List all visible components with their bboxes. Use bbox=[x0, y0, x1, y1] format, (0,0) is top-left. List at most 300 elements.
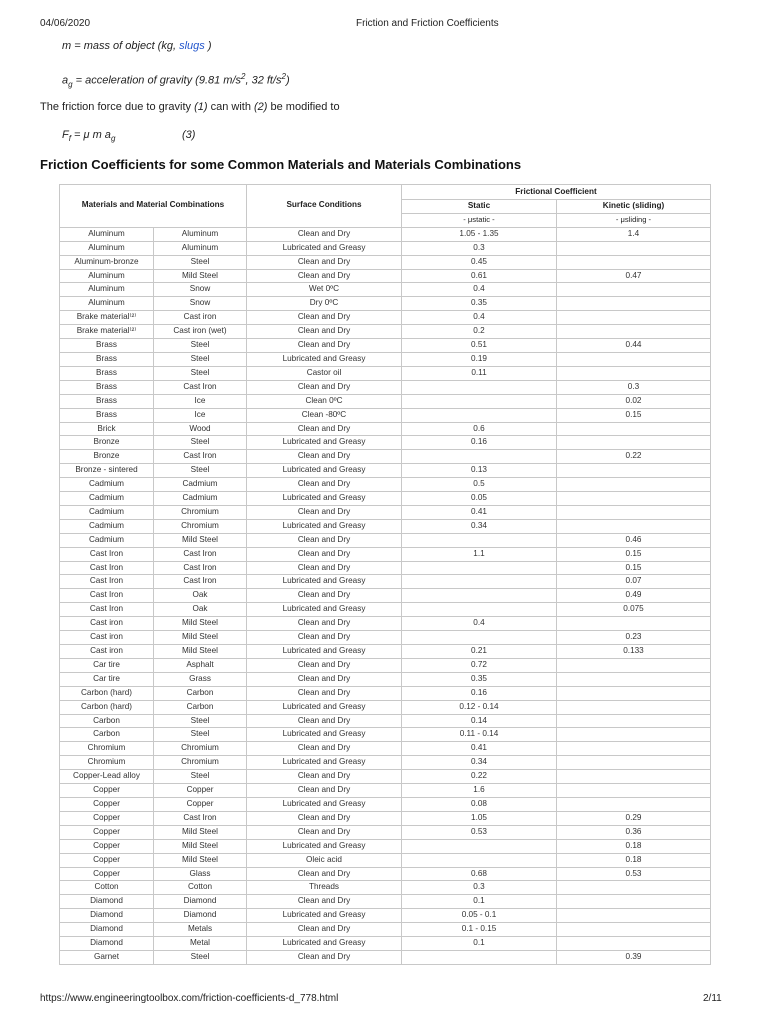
cell-kinetic bbox=[557, 700, 711, 714]
cell-material-2: Chromium bbox=[154, 519, 247, 533]
cell-material-2: Metal bbox=[154, 937, 247, 951]
cell-surface: Clean and Dry bbox=[247, 950, 402, 964]
cell-static: 0.2 bbox=[402, 325, 557, 339]
cell-kinetic bbox=[557, 714, 711, 728]
cell-kinetic bbox=[557, 728, 711, 742]
cell-static bbox=[402, 450, 557, 464]
cell-static: 0.4 bbox=[402, 617, 557, 631]
cell-kinetic: 0.39 bbox=[557, 950, 711, 964]
cell-material-2: Diamond bbox=[154, 895, 247, 909]
cell-kinetic bbox=[557, 478, 711, 492]
table-row bbox=[60, 867, 711, 881]
cell-kinetic bbox=[557, 658, 711, 672]
cell-material-2: Oak bbox=[154, 603, 247, 617]
cell-kinetic: 0.3 bbox=[557, 380, 711, 394]
cell-surface: Threads bbox=[247, 881, 402, 895]
table-row bbox=[60, 589, 711, 603]
table-row bbox=[60, 950, 711, 964]
cell-surface: Clean and Dry bbox=[247, 450, 402, 464]
cell-surface: Clean and Dry bbox=[247, 714, 402, 728]
cell-material-2: Chromium bbox=[154, 742, 247, 756]
cell-kinetic: 0.15 bbox=[557, 561, 711, 575]
col-static-symbol: - μstatic - bbox=[402, 213, 557, 227]
cell-material-2: Cast Iron bbox=[154, 547, 247, 561]
cell-surface: Clean and Dry bbox=[247, 895, 402, 909]
cell-material-1: Brick bbox=[60, 422, 154, 436]
cell-static: 1.05 bbox=[402, 811, 557, 825]
cell-material-2: Cast Iron bbox=[154, 450, 247, 464]
section-title: Friction Coefficients for some Common Materials and Materials Combinations bbox=[40, 157, 522, 172]
cell-material-1: Cast Iron bbox=[60, 603, 154, 617]
cell-material-2: Cast Iron bbox=[154, 380, 247, 394]
cell-kinetic bbox=[557, 756, 711, 770]
cell-material-2: Steel bbox=[154, 950, 247, 964]
table-row bbox=[60, 603, 711, 617]
cell-material-1: Copper bbox=[60, 784, 154, 798]
cell-material-1: Cast Iron bbox=[60, 561, 154, 575]
cell-material-1: Aluminum bbox=[60, 283, 154, 297]
cell-static bbox=[402, 533, 557, 547]
cell-material-2: Carbon bbox=[154, 686, 247, 700]
table-row bbox=[60, 255, 711, 269]
cell-kinetic bbox=[557, 923, 711, 937]
cell-surface: Lubricated and Greasy bbox=[247, 464, 402, 478]
table-body bbox=[60, 227, 711, 964]
cell-material-1: Brass bbox=[60, 408, 154, 422]
print-url: https://www.engineeringtoolbox.com/friction-coefficients-d_778.html bbox=[40, 993, 339, 1004]
cell-kinetic bbox=[557, 255, 711, 269]
cell-kinetic: 0.18 bbox=[557, 853, 711, 867]
cell-kinetic bbox=[557, 241, 711, 255]
table-row bbox=[60, 464, 711, 478]
cell-kinetic: 0.44 bbox=[557, 339, 711, 353]
cell-surface: Clean and Dry bbox=[247, 672, 402, 686]
cell-material-2: Mild Steel bbox=[154, 853, 247, 867]
table-row bbox=[60, 492, 711, 506]
table-row bbox=[60, 923, 711, 937]
cell-material-1: Carbon (hard) bbox=[60, 686, 154, 700]
table-row bbox=[60, 241, 711, 255]
cell-static: 0.14 bbox=[402, 714, 557, 728]
table-row bbox=[60, 797, 711, 811]
table-row bbox=[60, 909, 711, 923]
cell-kinetic bbox=[557, 283, 711, 297]
ag-end: ) bbox=[286, 74, 290, 87]
table-row bbox=[60, 227, 711, 241]
table-row bbox=[60, 839, 711, 853]
cell-material-2: Mild Steel bbox=[154, 269, 247, 283]
cell-kinetic bbox=[557, 422, 711, 436]
cell-material-2: Steel bbox=[154, 255, 247, 269]
table-row bbox=[60, 825, 711, 839]
cell-material-2: Ice bbox=[154, 394, 247, 408]
cell-static: 0.1 - 0.15 bbox=[402, 923, 557, 937]
cell-surface: Dry 0ºC bbox=[247, 297, 402, 311]
cell-material-1: Garnet bbox=[60, 950, 154, 964]
cell-surface: Lubricated and Greasy bbox=[247, 575, 402, 589]
cell-static: 0.51 bbox=[402, 339, 557, 353]
cell-static: 0.11 - 0.14 bbox=[402, 728, 557, 742]
cell-static: 0.11 bbox=[402, 366, 557, 380]
cell-material-2: Cotton bbox=[154, 881, 247, 895]
table-row bbox=[60, 547, 711, 561]
cell-static: 0.1 bbox=[402, 895, 557, 909]
cell-static: 0.68 bbox=[402, 867, 557, 881]
cell-surface: Clean and Dry bbox=[247, 825, 402, 839]
cell-static: 0.34 bbox=[402, 519, 557, 533]
cell-material-2: Carbon bbox=[154, 700, 247, 714]
cell-material-1: Bronze bbox=[60, 450, 154, 464]
cell-material-2: Aluminum bbox=[154, 227, 247, 241]
table-row bbox=[60, 422, 711, 436]
cell-surface: Clean and Dry bbox=[247, 923, 402, 937]
cell-surface: Lubricated and Greasy bbox=[247, 519, 402, 533]
cell-material-2: Steel bbox=[154, 714, 247, 728]
friction-table bbox=[59, 184, 711, 965]
cell-material-2: Mild Steel bbox=[154, 533, 247, 547]
cell-kinetic: 0.18 bbox=[557, 839, 711, 853]
cell-static: 0.35 bbox=[402, 297, 557, 311]
cell-material-1: Carbon (hard) bbox=[60, 700, 154, 714]
cell-surface: Clean 0ºC bbox=[247, 394, 402, 408]
table-row bbox=[60, 269, 711, 283]
cell-material-2: Ice bbox=[154, 408, 247, 422]
cell-material-2: Wood bbox=[154, 422, 247, 436]
cell-material-1: Cadmium bbox=[60, 533, 154, 547]
table-row bbox=[60, 756, 711, 770]
cell-material-1: Brake material⁽²⁾ bbox=[60, 325, 154, 339]
cell-surface: Wet 0ºC bbox=[247, 283, 402, 297]
equation-number: (3) bbox=[182, 129, 196, 141]
cell-material-1: Cadmium bbox=[60, 492, 154, 506]
table-row bbox=[60, 617, 711, 631]
cell-static: 0.16 bbox=[402, 686, 557, 700]
cell-surface: Lubricated and Greasy bbox=[247, 436, 402, 450]
cell-kinetic bbox=[557, 784, 711, 798]
table-row bbox=[60, 937, 711, 951]
cell-surface: Castor oil bbox=[247, 366, 402, 380]
cell-static: 0.5 bbox=[402, 478, 557, 492]
cell-material-2: Diamond bbox=[154, 909, 247, 923]
cell-kinetic bbox=[557, 311, 711, 325]
cell-kinetic bbox=[557, 505, 711, 519]
cell-static: 0.13 bbox=[402, 464, 557, 478]
ag-sub: g bbox=[68, 79, 73, 89]
cell-static: 0.41 bbox=[402, 505, 557, 519]
table-row bbox=[60, 658, 711, 672]
table-row bbox=[60, 450, 711, 464]
cell-kinetic bbox=[557, 325, 711, 339]
eq-a-sub: g bbox=[110, 134, 116, 144]
cell-material-1: Chromium bbox=[60, 742, 154, 756]
cell-static: 0.53 bbox=[402, 825, 557, 839]
table-row bbox=[60, 339, 711, 353]
table-row bbox=[60, 811, 711, 825]
cell-kinetic bbox=[557, 352, 711, 366]
cell-material-2: Steel bbox=[154, 436, 247, 450]
cell-static: 0.05 - 0.1 bbox=[402, 909, 557, 923]
cell-static bbox=[402, 408, 557, 422]
print-page-number: 2/11 bbox=[703, 993, 722, 1004]
cell-static: 1.6 bbox=[402, 784, 557, 798]
cell-surface: Lubricated and Greasy bbox=[247, 909, 402, 923]
cell-static: 0.61 bbox=[402, 269, 557, 283]
mass-close: ) bbox=[204, 40, 212, 52]
eq-f-sub: f bbox=[68, 134, 71, 144]
col-surface: Surface Conditions bbox=[247, 185, 402, 228]
cell-surface: Clean and Dry bbox=[247, 547, 402, 561]
cell-surface: Clean and Dry bbox=[247, 325, 402, 339]
col-static: Static bbox=[402, 200, 557, 214]
cell-material-1: Cast Iron bbox=[60, 575, 154, 589]
cell-kinetic: 0.133 bbox=[557, 645, 711, 659]
table-row bbox=[60, 853, 711, 867]
cell-material-1: Aluminum bbox=[60, 227, 154, 241]
eq-f: F bbox=[62, 129, 69, 141]
cell-kinetic: 0.07 bbox=[557, 575, 711, 589]
cell-surface: Oleic acid bbox=[247, 853, 402, 867]
table-row bbox=[60, 352, 711, 366]
table-row bbox=[60, 283, 711, 297]
cell-static: 0.35 bbox=[402, 672, 557, 686]
cell-material-1: Car tire bbox=[60, 658, 154, 672]
cell-material-2: Mild Steel bbox=[154, 631, 247, 645]
cell-surface: Clean and Dry bbox=[247, 478, 402, 492]
cell-static: 0.19 bbox=[402, 352, 557, 366]
cell-kinetic: 0.15 bbox=[557, 408, 711, 422]
cell-surface: Lubricated and Greasy bbox=[247, 937, 402, 951]
cell-kinetic bbox=[557, 519, 711, 533]
cell-static bbox=[402, 575, 557, 589]
cell-material-2: Asphalt bbox=[154, 658, 247, 672]
ag-sup2: 2 bbox=[281, 72, 286, 81]
cell-kinetic bbox=[557, 742, 711, 756]
cell-static: 0.6 bbox=[402, 422, 557, 436]
cell-kinetic: 0.075 bbox=[557, 603, 711, 617]
cell-surface: Clean -80ºC bbox=[247, 408, 402, 422]
cell-material-1: Brass bbox=[60, 352, 154, 366]
col-kinetic: Kinetic (sliding) bbox=[557, 200, 711, 214]
cell-material-1: Brass bbox=[60, 339, 154, 353]
cell-surface: Clean and Dry bbox=[247, 742, 402, 756]
cell-surface: Clean and Dry bbox=[247, 255, 402, 269]
cell-surface: Lubricated and Greasy bbox=[247, 728, 402, 742]
cell-surface: Clean and Dry bbox=[247, 811, 402, 825]
table-row bbox=[60, 645, 711, 659]
cell-material-1: Car tire bbox=[60, 672, 154, 686]
cell-material-2: Cast iron (wet) bbox=[154, 325, 247, 339]
table-row bbox=[60, 561, 711, 575]
cell-surface: Clean and Dry bbox=[247, 784, 402, 798]
table-row bbox=[60, 881, 711, 895]
mass-definition bbox=[62, 40, 212, 52]
cell-kinetic: 0.47 bbox=[557, 269, 711, 283]
table-row bbox=[60, 505, 711, 519]
cell-material-1: Diamond bbox=[60, 909, 154, 923]
cell-kinetic: 0.36 bbox=[557, 825, 711, 839]
cell-material-1: Diamond bbox=[60, 895, 154, 909]
cell-material-1: Cast iron bbox=[60, 617, 154, 631]
ag-text: = acceleration of gravity (9.81 m/s bbox=[72, 74, 242, 87]
cell-material-1: Aluminum bbox=[60, 297, 154, 311]
cell-static: 0.4 bbox=[402, 311, 557, 325]
cell-static bbox=[402, 394, 557, 408]
cell-static bbox=[402, 950, 557, 964]
cell-static: 0.1 bbox=[402, 937, 557, 951]
cell-static bbox=[402, 561, 557, 575]
print-date: 04/06/2020 bbox=[40, 18, 91, 29]
cell-material-1: Copper-Lead alloy bbox=[60, 770, 154, 784]
cell-surface: Lubricated and Greasy bbox=[247, 839, 402, 853]
table-row bbox=[60, 408, 711, 422]
cell-surface: Lubricated and Greasy bbox=[247, 700, 402, 714]
cell-material-2: Mild Steel bbox=[154, 617, 247, 631]
cell-surface: Lubricated and Greasy bbox=[247, 352, 402, 366]
cell-static bbox=[402, 380, 557, 394]
cell-material-2: Aluminum bbox=[154, 241, 247, 255]
cell-material-2: Copper bbox=[154, 784, 247, 798]
table-row bbox=[60, 380, 711, 394]
cell-surface: Clean and Dry bbox=[247, 533, 402, 547]
cell-material-1: Brass bbox=[60, 394, 154, 408]
cell-material-1: Diamond bbox=[60, 923, 154, 937]
cell-material-2: Mild Steel bbox=[154, 839, 247, 853]
cell-static bbox=[402, 853, 557, 867]
table-row bbox=[60, 478, 711, 492]
cell-static: 0.72 bbox=[402, 658, 557, 672]
cell-material-2: Steel bbox=[154, 339, 247, 353]
equation-3 bbox=[62, 129, 115, 143]
cell-material-1: Cast Iron bbox=[60, 589, 154, 603]
cell-surface: Clean and Dry bbox=[247, 561, 402, 575]
cell-kinetic: 0.02 bbox=[557, 394, 711, 408]
cell-kinetic bbox=[557, 895, 711, 909]
cell-material-1: Cadmium bbox=[60, 505, 154, 519]
table-row bbox=[60, 311, 711, 325]
cell-kinetic bbox=[557, 686, 711, 700]
table-row bbox=[60, 575, 711, 589]
eq-body: = μ m a bbox=[70, 129, 111, 141]
table-row bbox=[60, 728, 711, 742]
cell-material-2: Oak bbox=[154, 589, 247, 603]
cell-material-1: Cotton bbox=[60, 881, 154, 895]
ag-var: a bbox=[62, 74, 69, 87]
cell-surface: Clean and Dry bbox=[247, 227, 402, 241]
table-row bbox=[60, 533, 711, 547]
cell-static bbox=[402, 603, 557, 617]
cell-material-1: Carbon bbox=[60, 714, 154, 728]
cell-kinetic: 0.49 bbox=[557, 589, 711, 603]
cell-kinetic bbox=[557, 366, 711, 380]
cell-material-1: Aluminum bbox=[60, 269, 154, 283]
cell-material-1: Cast Iron bbox=[60, 547, 154, 561]
cell-kinetic bbox=[557, 672, 711, 686]
cell-kinetic bbox=[557, 297, 711, 311]
mass-text: m = mass of object (kg, bbox=[62, 40, 180, 52]
sentence-ref1: (1) bbox=[194, 101, 208, 113]
sentence-ref2: (2) bbox=[254, 101, 268, 113]
cell-material-2: Cast Iron bbox=[154, 575, 247, 589]
cell-static: 0.3 bbox=[402, 881, 557, 895]
cell-material-2: Cadmium bbox=[154, 478, 247, 492]
cell-material-1: Aluminum-bronze bbox=[60, 255, 154, 269]
cell-kinetic: 0.22 bbox=[557, 450, 711, 464]
table-row bbox=[60, 895, 711, 909]
table-row bbox=[60, 686, 711, 700]
cell-static: 0.34 bbox=[402, 756, 557, 770]
table-row bbox=[60, 325, 711, 339]
table-row bbox=[60, 784, 711, 798]
cell-surface: Clean and Dry bbox=[247, 339, 402, 353]
ag-mid: , 32 ft/s bbox=[245, 74, 282, 87]
cell-material-1: Copper bbox=[60, 853, 154, 867]
cell-static bbox=[402, 839, 557, 853]
cell-material-2: Steel bbox=[154, 728, 247, 742]
print-title: Friction and Friction Coefficients bbox=[356, 18, 499, 29]
cell-surface: Clean and Dry bbox=[247, 589, 402, 603]
cell-material-2: Snow bbox=[154, 297, 247, 311]
cell-surface: Clean and Dry bbox=[247, 686, 402, 700]
table-row bbox=[60, 700, 711, 714]
cell-material-2: Steel bbox=[154, 770, 247, 784]
slugs-link[interactable]: slugs bbox=[179, 40, 205, 52]
cell-material-1: Bronze bbox=[60, 436, 154, 450]
cell-kinetic: 0.23 bbox=[557, 631, 711, 645]
cell-material-1: Chromium bbox=[60, 756, 154, 770]
sentence-b: can with bbox=[207, 101, 254, 113]
cell-surface: Lubricated and Greasy bbox=[247, 797, 402, 811]
cell-material-1: Diamond bbox=[60, 937, 154, 951]
cell-static: 0.4 bbox=[402, 283, 557, 297]
cell-surface: Clean and Dry bbox=[247, 269, 402, 283]
cell-material-2: Copper bbox=[154, 797, 247, 811]
cell-material-1: Cast iron bbox=[60, 645, 154, 659]
cell-kinetic bbox=[557, 464, 711, 478]
cell-material-2: Cadmium bbox=[154, 492, 247, 506]
cell-kinetic bbox=[557, 492, 711, 506]
cell-material-1: Cadmium bbox=[60, 478, 154, 492]
cell-material-2: Mild Steel bbox=[154, 645, 247, 659]
cell-surface: Lubricated and Greasy bbox=[247, 645, 402, 659]
cell-material-1: Brass bbox=[60, 366, 154, 380]
cell-kinetic bbox=[557, 797, 711, 811]
cell-material-2: Grass bbox=[154, 672, 247, 686]
col-kinetic-symbol: - μsliding - bbox=[557, 213, 711, 227]
cell-material-1: Copper bbox=[60, 825, 154, 839]
cell-static: 0.16 bbox=[402, 436, 557, 450]
cell-static: 0.41 bbox=[402, 742, 557, 756]
cell-static: 1.1 bbox=[402, 547, 557, 561]
cell-static: 0.45 bbox=[402, 255, 557, 269]
sentence-c: be modified to bbox=[267, 101, 340, 113]
table-row bbox=[60, 770, 711, 784]
cell-kinetic bbox=[557, 881, 711, 895]
table-row bbox=[60, 714, 711, 728]
cell-static: 0.22 bbox=[402, 770, 557, 784]
ag-sup1: 2 bbox=[241, 72, 246, 81]
cell-material-1: Brake material⁽²⁾ bbox=[60, 311, 154, 325]
cell-surface: Lubricated and Greasy bbox=[247, 241, 402, 255]
cell-material-2: Steel bbox=[154, 464, 247, 478]
cell-material-2: Cast Iron bbox=[154, 561, 247, 575]
cell-kinetic bbox=[557, 937, 711, 951]
table-row bbox=[60, 519, 711, 533]
cell-kinetic: 0.46 bbox=[557, 533, 711, 547]
cell-kinetic bbox=[557, 436, 711, 450]
cell-static: 0.05 bbox=[402, 492, 557, 506]
cell-static: 0.08 bbox=[402, 797, 557, 811]
cell-material-1: Aluminum bbox=[60, 241, 154, 255]
